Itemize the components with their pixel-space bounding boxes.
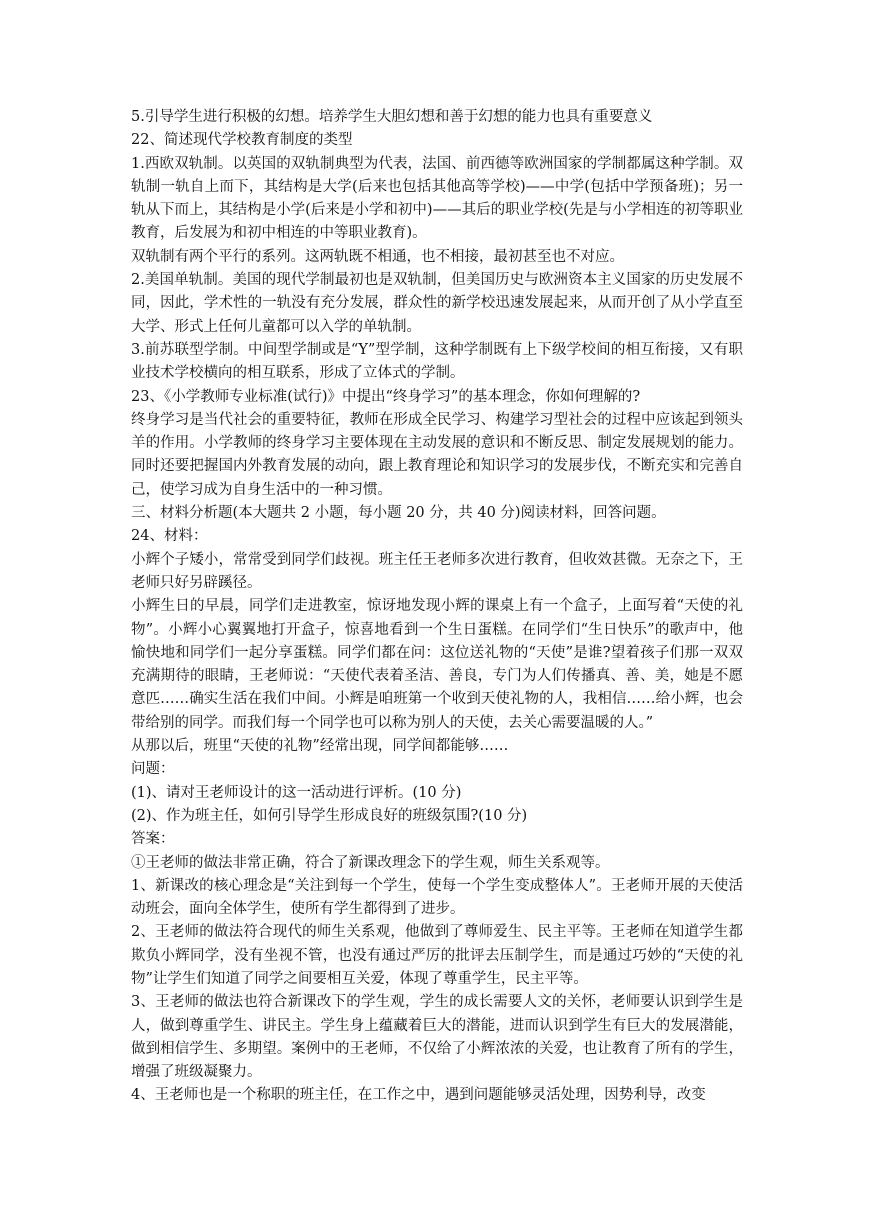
paragraph-american-single-track: 2.美国单轨制。美国的现代学制最初也是双轨制，但美国历史与欧洲资本主义国家的历史发展不同，因此，学术性的一轨没有充分发展，群众性的新学校迅速发展起来，从而开创了从小学直至大学、形式上任何儿童都可以入学的单轨制。 bbox=[131, 272, 743, 335]
answer-point-1: 1、新课改的核心理念是“关注到每一个学生，使每一个学生变成整体人”。王老师开展的天使活动班会，面向全体学生，使所有学生都得到了进步。 bbox=[131, 877, 743, 918]
answer-point-2: 2、王老师的做法符合现代的师生关系观，他做到了尊师爱生、民主平等。王老师在知道学生都欺负小辉同学，没有坐视不管，也没有通过严厉的批评去压制学生，而是通过巧妙的“天使的礼物”让学生们知道了同学之间要相互关爱，体现了尊重学生，民主平等。 bbox=[131, 924, 743, 987]
paragraph-west-european-dual-track: 1.西欧双轨制。以英国的双轨制典型为代表，法国、前西德等欧洲国家的学制都属这种学制。双轨制一轨自上而下，其结构是大学(后来也包括其他高等学校)——中学(包括中学预备班)；另一轨从下而上，其结构是小学(后来是小学和初中)——其后的职业学校(先是与小学相连的初等职业教育，后发展为和初中相连的中等职业教育)。 bbox=[131, 155, 743, 242]
paragraph-lifelong-learning: 终身学习是当代社会的重要特征，教师在形成全民学习、构建学习型社会的过程中应该起到领头羊的作用。小学教师的终身学习主要体现在主动发展的意识和不断反思、制定发展规划的能力。同时还要把握国内外教育发展的动向，跟上教育理论和知识学习的发展步伐，不断充实和完善自己，使学习成为自身生活中的一种习惯。 bbox=[131, 411, 743, 498]
answer-label: 答案： bbox=[131, 831, 175, 848]
answer-point-4: 4、王老师也是一个称职的班主任，在工作之中，遇到问题能够灵活处理，因势利导，改变 bbox=[131, 1087, 706, 1104]
paragraph-dual-track-summary: 双轨制有两个平行的系列。这两轨既不相通，也不相接，最初甚至也不对应。 bbox=[131, 248, 624, 265]
material-paragraph-3: 从那以后，班里“天使的礼物”经常出现，同学间都能够…… bbox=[131, 738, 509, 755]
questions-label: 问题： bbox=[131, 761, 175, 778]
answer-intro: ①王老师的做法非常正确，符合了新课改理念下的学生观，师生关系观等。 bbox=[131, 854, 610, 871]
paragraph-soviet-type: 3.前苏联型学制。中间型学制或是“Y”型学制，这种学制既有上下级学校间的相互衔接，又有职业技术学校横向的相互联系，形成了立体式的学制。 bbox=[131, 341, 743, 382]
question-24-heading: 24、材料： bbox=[131, 528, 208, 545]
question-23-heading: 23、《小学教师专业标准(试行)》中提出“终身学习”的基本理念，你如何理解的? bbox=[131, 388, 641, 405]
question-1: (1)、请对王老师设计的这一活动进行评析。(10 分) bbox=[131, 784, 462, 801]
answer-point-3: 3、王老师的做法也符合新课改下的学生观，学生的成长需要人文的关怀，老师要认识到学生是人，做到尊重学生、讲民主。学生身上蕴藏着巨大的潜能，进而认识到学生有巨大的发展潜能，做到相信学生、多期望。案例中的王老师，不仅给了小辉浓浓的关爱，也让教育了所有的学生，增强了班级凝聚力。 bbox=[131, 994, 743, 1081]
question-2: (2)、作为班主任，如何引导学生形成良好的班级氛围?(10 分) bbox=[131, 807, 528, 824]
material-paragraph-2: 小辉生日的早晨，同学们走进教室，惊讶地发现小辉的课桌上有一个盒子，上面写着“天使的礼物”。小辉小心翼翼地打开盒子，惊喜地看到一个生日蛋糕。在同学们“生日快乐”的歌声中，他愉快地和同学们一起分享蛋糕。同学们都在问：这位送礼物的“天使”是谁?望着孩子们那一双双充满期待的眼睛，王老师说：“天使代表着圣洁、善良，专门为人们传播真、善、美，她是不愿意匹……确实生活在我们中间。小辉是咱班第一个收到天使礼物的人，我相信……给小辉，也会带给别的同学。而我们每一个同学也可以称为别人的天使，去关心需要温暖的人。” bbox=[131, 598, 743, 731]
material-paragraph-1: 小辉个子矮小，常常受到同学们歧视。班主任王老师多次进行教育，但收效甚微。无奈之下，王老师只好另辟蹊径。 bbox=[131, 551, 743, 591]
paragraph-1: 5.引导学生进行积极的幻想。培养学生大胆幻想和善于幻想的能力也具有重要意义 bbox=[131, 109, 653, 125]
document-page bbox=[131, 106, 743, 1108]
question-22-heading: 22、简述现代学校教育制度的类型 bbox=[131, 132, 353, 149]
section-3-heading: 三、材料分析题(本大题共 2 小题，每小题 20 分，共 40 分)阅读材料，回答问题。 bbox=[131, 505, 666, 522]
